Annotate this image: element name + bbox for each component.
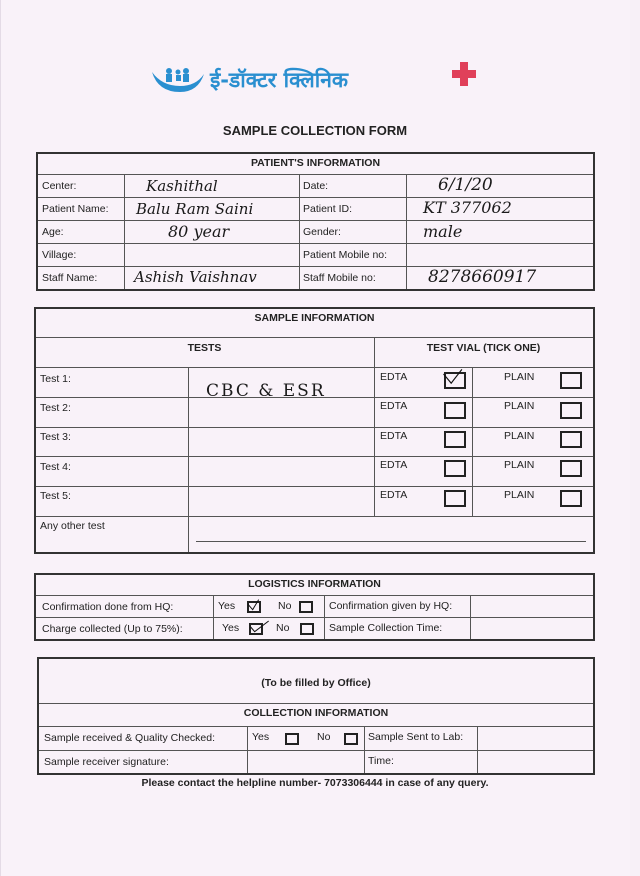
charge-yes-checkbox[interactable] xyxy=(249,623,263,635)
confirmation-yes-label: Yes xyxy=(218,600,236,612)
test-1-edta: EDTA xyxy=(380,371,408,383)
patient-section-title: PATIENT'S INFORMATION xyxy=(250,157,381,169)
staff-name-value[interactable]: Ashish Vaishnav xyxy=(134,268,257,286)
sent-to-lab-label: Sample Sent to Lab: xyxy=(368,731,464,743)
check-mark-icon xyxy=(251,625,261,633)
patient-mobile-label: Patient Mobile no: xyxy=(303,249,388,261)
sample-info-section xyxy=(34,307,595,554)
age-label: Age: xyxy=(42,226,64,238)
received-yes-label: Yes xyxy=(252,731,270,743)
patient-id-value[interactable]: KT 377062 xyxy=(423,198,512,217)
confirmation-yes-checkbox[interactable] xyxy=(247,601,261,613)
logistics-section-title: LOGISTICS INFORMATION xyxy=(248,578,381,590)
test-4-edta: EDTA xyxy=(380,459,408,471)
patient-id-label: Patient ID: xyxy=(303,203,353,215)
collection-section-title: COLLECTION INFORMATION xyxy=(243,707,389,719)
test-2-edta-checkbox[interactable] xyxy=(444,402,466,419)
patient-name-value[interactable]: Balu Ram Saini xyxy=(136,200,254,218)
confirmation-no-label: No xyxy=(278,600,292,612)
test-2-plain-checkbox[interactable] xyxy=(560,402,582,419)
vial-header: TEST VIAL (TICK ONE) xyxy=(426,342,541,354)
test-3-edta-checkbox[interactable] xyxy=(444,431,466,448)
date-value[interactable]: 6/1/20 xyxy=(438,175,493,195)
staff-name-label: Staff Name: xyxy=(42,272,98,284)
test-2-edta: EDTA xyxy=(380,400,408,412)
patient-info-section xyxy=(36,152,595,291)
charge-no-label: No xyxy=(276,622,290,634)
office-note: (To be filled by Office) xyxy=(261,677,371,689)
test-3-plain: PLAIN xyxy=(504,430,535,442)
staff-mobile-label: Staff Mobile no: xyxy=(303,272,376,284)
test-3-label: Test 3: xyxy=(40,431,71,443)
test-3-edta: EDTA xyxy=(380,430,408,442)
received-yes-checkbox[interactable] xyxy=(285,733,299,745)
office-section xyxy=(37,657,595,775)
village-label: Village: xyxy=(42,249,77,261)
charge-no-checkbox[interactable] xyxy=(300,623,314,635)
test-5-edta-checkbox[interactable] xyxy=(444,490,466,507)
test-3-plain-checkbox[interactable] xyxy=(560,431,582,448)
test-1-label: Test 1: xyxy=(40,373,71,385)
helpline-note: Please contact the helpline number- 7073306444 in case of any query. xyxy=(141,777,489,789)
charge-label: Charge collected (Up to 75%): xyxy=(42,623,183,635)
test-5-plain: PLAIN xyxy=(504,489,535,501)
office-time-label: Time: xyxy=(368,755,394,767)
tests-header: TESTS xyxy=(187,342,222,354)
signature-label: Sample receiver signature: xyxy=(44,756,169,768)
confirmation-no-checkbox[interactable] xyxy=(299,601,313,613)
collection-time-label: Sample Collection Time: xyxy=(329,622,443,634)
test-1-value[interactable]: CBC & ESR xyxy=(206,381,326,401)
test-4-plain: PLAIN xyxy=(504,459,535,471)
confirmation-given-label: Confirmation given by HQ: xyxy=(329,600,453,612)
received-no-checkbox[interactable] xyxy=(344,733,358,745)
confirmation-label: Confirmation done from HQ: xyxy=(42,601,174,613)
other-test-label: Any other test xyxy=(40,520,105,532)
test-4-edta-checkbox[interactable] xyxy=(444,460,466,477)
center-value[interactable]: Kashithal xyxy=(146,177,218,195)
check-mark-icon xyxy=(249,603,259,611)
test-5-label: Test 5: xyxy=(40,490,71,502)
form-title: SAMPLE COLLECTION FORM xyxy=(222,123,408,138)
center-label: Center: xyxy=(42,180,77,192)
test-4-label: Test 4: xyxy=(40,461,71,473)
test-5-plain-checkbox[interactable] xyxy=(560,490,582,507)
date-label: Date: xyxy=(303,180,329,192)
test-4-plain-checkbox[interactable] xyxy=(560,460,582,477)
received-label: Sample received & Quality Checked: xyxy=(44,732,215,744)
test-1-edta-checkbox[interactable] xyxy=(444,372,466,389)
logistics-section xyxy=(34,573,595,641)
staff-mobile-value[interactable]: 8278660917 xyxy=(428,267,537,287)
charge-yes-label: Yes xyxy=(222,622,240,634)
patient-name-label: Patient Name: xyxy=(42,203,109,215)
test-2-plain: PLAIN xyxy=(504,400,535,412)
received-no-label: No xyxy=(317,731,331,743)
clinic-name: ई-डॉक्टर क्लिनिक xyxy=(210,68,348,92)
gender-label: Gender: xyxy=(303,226,341,238)
gender-value[interactable]: male xyxy=(423,222,463,241)
test-2-label: Test 2: xyxy=(40,402,71,414)
test-1-plain: PLAIN xyxy=(504,371,535,383)
test-1-plain-checkbox[interactable] xyxy=(560,372,582,389)
test-5-edta: EDTA xyxy=(380,489,408,501)
age-value[interactable]: 80 year xyxy=(168,222,230,241)
sample-section-title: SAMPLE INFORMATION xyxy=(254,312,375,324)
check-mark-icon xyxy=(446,374,464,387)
